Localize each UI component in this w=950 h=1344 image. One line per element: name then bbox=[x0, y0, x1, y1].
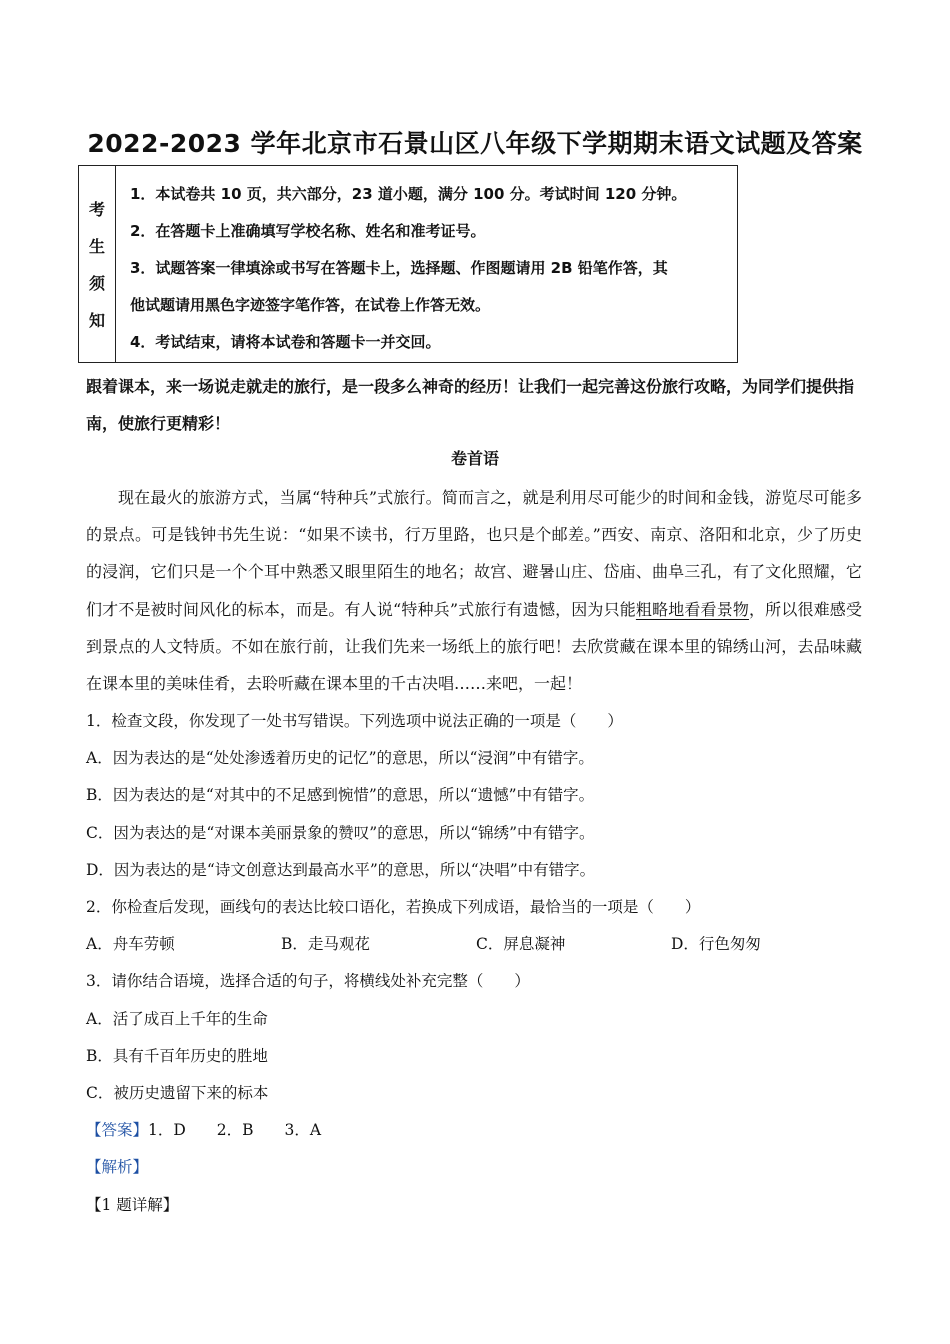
question-option: C．屏息凝神 bbox=[476, 935, 566, 954]
answer-values: 1．D 2．B 3．A bbox=[148, 1121, 322, 1140]
question-option: D．行色匆匆 bbox=[671, 935, 761, 954]
passage-text: 现在最火的旅游方式，当属“特种兵”式旅行。简而言之，就是利用尽可能少的时间和金钱，游览尽可能多的景点。可是钱钟书先生说：“如果不读书，行万里路，也只是个邮差。”西安、南京、洛阳和北京，少了历史的浸润，它们只是一个个耳中熟悉又眼里陌生的地名；故宫、避暑山庄、岱庙、曲阜三孔，有了文化照耀，它们才不是被时间风化的标本，而是。有人说“特种兵”式旅行有遗憾，因为只能 bbox=[86, 488, 862, 619]
notice-item: 4．考试结束，请将本试卷和答题卡一并交回。 bbox=[130, 333, 441, 351]
question-option: A．因为表达的是“处处渗透着历史的记忆”的意思，所以“浸润”中有错字。 bbox=[86, 749, 594, 768]
question-option: B．因为表达的是“对其中的不足感到惋惜”的意思，所以“遗憾”中有错字。 bbox=[86, 786, 595, 805]
questions-section bbox=[86, 703, 862, 1224]
foreword-passage bbox=[86, 479, 862, 702]
intro-paragraph: 跟着课本，来一场说走就走的旅行，是一段多么神奇的经历！让我们一起完善这份旅行攻略，为同学们提供指南，使旅行更精彩！ bbox=[86, 377, 855, 433]
question-option: A．舟车劳顿 bbox=[86, 935, 175, 954]
question-stem: 1．检查文段，你发现了一处书写错误。下列选项中说法正确的一项是（ ） bbox=[86, 712, 623, 730]
notice-label-char: 生 bbox=[88, 237, 105, 256]
section-subtitle: 卷首语 bbox=[450, 449, 499, 468]
notice-label-char: 须 bbox=[88, 274, 105, 293]
answer-line bbox=[86, 1112, 862, 1149]
analysis-detail-heading: 【1 题详解】 bbox=[86, 1195, 179, 1214]
question-option: C．因为表达的是“对课本美丽景象的赞叹”的意思，所以“锦绣”中有错字。 bbox=[86, 823, 595, 842]
question-option: A．活了成百上千年的生命 bbox=[86, 1009, 268, 1028]
answer-tag: 【答案】 bbox=[86, 1121, 149, 1140]
question-option: B．走马观花 bbox=[281, 935, 370, 954]
notice-label bbox=[79, 166, 116, 362]
notice-item: 3．试题答案一律填涂或书写在答题卡上，选择题、作图题请用 2B 铅笔作答，其 bbox=[130, 259, 668, 277]
underlined-phrase: 粗略地看看景物 bbox=[635, 599, 750, 619]
analysis-tag: 【解析】 bbox=[86, 1158, 149, 1177]
question-stem: 3．请你结合语境，选择合适的句子，将横线处补充完整（ ） bbox=[86, 972, 530, 991]
passage-text: ，所以很难感受到景点的人文特质。不如在旅行前，让我们先来一场纸上的旅行吧！去欣赏藏在课本里的锦绣山河，去品味藏在课本里的美味佳肴，去聆听藏在课本里的千古决唱……来吧，一起！ bbox=[86, 599, 862, 694]
notice-label-char: 考 bbox=[88, 200, 105, 219]
notice-label-char: 知 bbox=[88, 311, 105, 330]
notice-item: 1．本试卷共 10 页，共六部分，23 道小题，满分 100 分。考试时间 120 分钟。 bbox=[130, 185, 687, 203]
notice-item: 2．在答题卡上准确填写学校名称、姓名和准考证号。 bbox=[130, 222, 486, 240]
question-option: B．具有千百年历史的胜地 bbox=[86, 1046, 268, 1065]
document-title: 2022-2023 学年北京市石景山区八年级下学期期末语文试题及答案 bbox=[87, 129, 863, 158]
question-stem: 2．你检查后发现，画线句的表达比较口语化，若换成下列成语，最恰当的一项是（ ） bbox=[86, 898, 701, 917]
question-options-row bbox=[86, 926, 862, 963]
notice-item: 他试题请用黑色字迹签字笔作答，在试卷上作答无效。 bbox=[130, 296, 491, 314]
question-option: C．被历史遗留下来的标本 bbox=[86, 1084, 269, 1103]
notice-items bbox=[116, 166, 737, 362]
question-option: D．因为表达的是“诗文创意达到最高水平”的意思，所以“决唱”中有错字。 bbox=[86, 860, 596, 879]
exam-notice-box bbox=[78, 165, 738, 363]
